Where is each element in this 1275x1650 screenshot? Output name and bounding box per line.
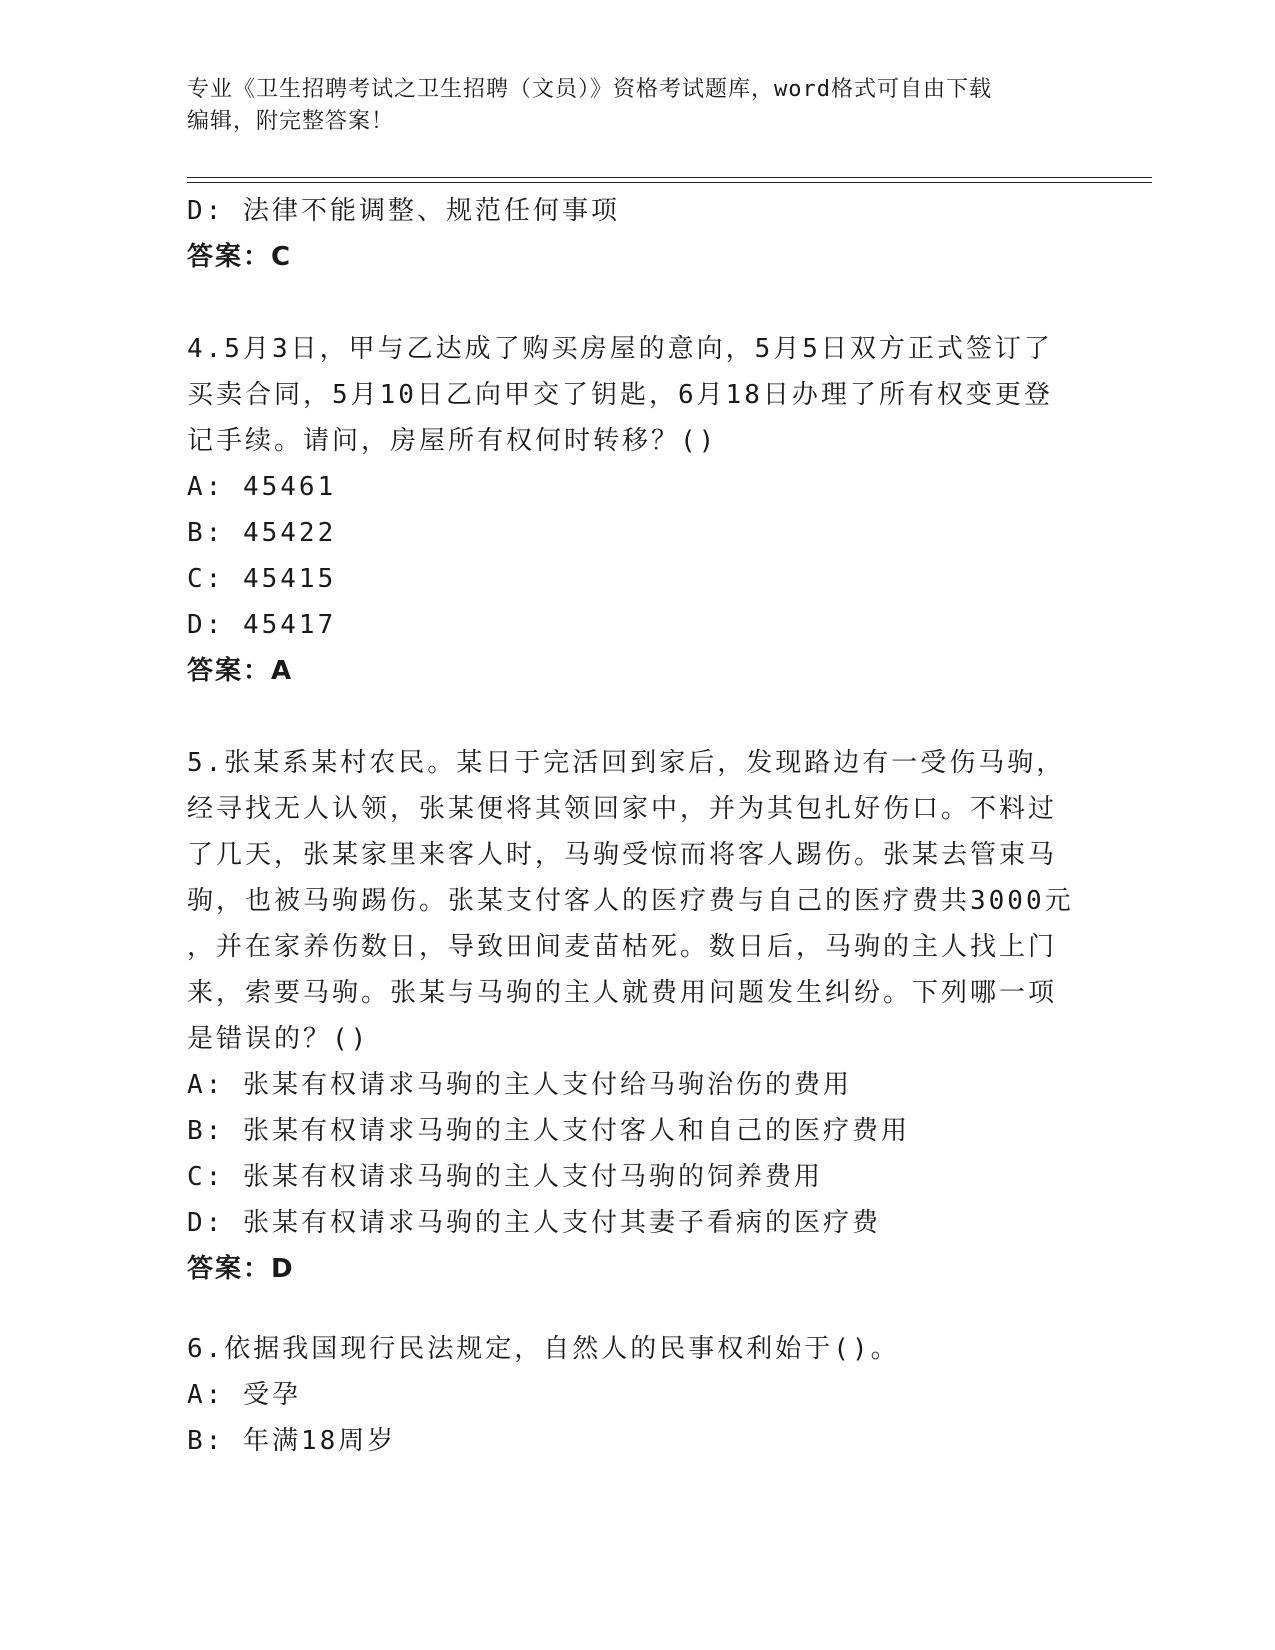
q6-option-b: B: 年满18周岁 [187, 1426, 397, 1456]
question-3-tail [187, 188, 1087, 280]
q5-stem-line-5: ，并在家养伤数日，导致田间麦苗枯死。数日后，马驹的主人找上门 [187, 932, 1058, 962]
question-6 [187, 1326, 1087, 1464]
q6-stem-line-1: 6.依据我国现行民法规定，自然人的民事权利始于()。 [187, 1334, 900, 1364]
q5-answer: 答案：D [187, 1254, 295, 1284]
question-5 [187, 740, 1087, 1292]
q4-stem-line-2: 买卖合同，5月10日乙向甲交了钥匙，6月18日办理了所有权变更登 [187, 380, 1053, 410]
q5-stem-line-1: 5.张某系某村农民。某日于完活回到家后，发现路边有一受伤马驹， [187, 748, 1066, 778]
q5-stem-line-7: 是错误的？() [187, 1024, 370, 1054]
q4-stem-line-3: 记手续。请问，房屋所有权何时转移？() [187, 426, 718, 456]
q5-option-c: C: 张某有权请求马驹的主人支付马驹的饲养费用 [187, 1162, 823, 1192]
q3-option-d: D: 法律不能调整、规范任何事项 [187, 196, 620, 226]
document-body [187, 188, 1087, 1464]
header-divider-bottom [187, 182, 1152, 183]
q4-option-a: A: 45461 [187, 472, 337, 502]
q5-option-a: A: 张某有权请求马驹的主人支付给马驹治伤的费用 [187, 1070, 852, 1100]
q5-stem-line-4: 驹，也被马驹踢伤。张某支付客人的医疗费与自己的医疗费共3000元 [187, 886, 1074, 916]
document-header [187, 74, 1087, 138]
header-line-1: 专业《卫生招聘考试之卫生招聘（文员）》资格考试题库，word格式可自由下载 [187, 77, 992, 102]
header-line-2: 编辑，附完整答案！ [187, 109, 395, 134]
q4-answer: 答案：A [187, 656, 294, 686]
q4-stem-line-1: 4.5月3日，甲与乙达成了购买房屋的意向，5月5日双方正式签订了 [187, 334, 1053, 364]
header-divider-top [187, 177, 1152, 178]
q4-option-c: C: 45415 [187, 564, 337, 594]
q4-option-d: D: 45417 [187, 610, 337, 640]
q5-stem-line-2: 经寻找无人认领，张某便将其领回家中，并为其包扎好伤口。不料过 [187, 794, 1058, 824]
q3-answer: 答案：C [187, 242, 293, 272]
q6-option-a: A: 受孕 [187, 1380, 301, 1410]
q5-stem-line-6: 来，索要马驹。张某与马驹的主人就费用问题发生纠纷。下列哪一项 [187, 978, 1058, 1008]
q5-option-b: B: 张某有权请求马驹的主人支付客人和自己的医疗费用 [187, 1116, 910, 1146]
q4-option-b: B: 45422 [187, 518, 337, 548]
question-4 [187, 326, 1087, 694]
q5-stem-line-3: 了几天，张某家里来客人时，马驹受惊而将客人踢伤。张某去管束马 [187, 840, 1058, 870]
q5-option-d: D: 张某有权请求马驹的主人支付其妻子看病的医疗费 [187, 1208, 881, 1238]
